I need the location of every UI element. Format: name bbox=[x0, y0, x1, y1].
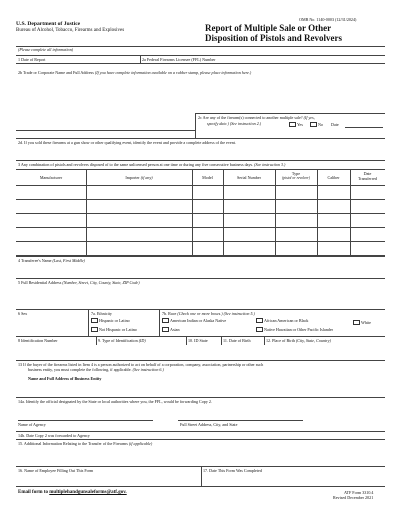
id-state-label[interactable]: 10. ID State bbox=[188, 337, 208, 343]
copy2-date-label[interactable]: 14b. Date Copy 2 was forwarded to Agency bbox=[18, 432, 90, 438]
trade-name-field[interactable] bbox=[18, 70, 251, 75]
gun-show-label[interactable]: 2d. If you sold these firearms at a gun show or other qualifying event, identify the event and provide a complete address of the event. bbox=[18, 139, 236, 145]
table-row-line bbox=[16, 241, 385, 242]
section3-label: 3 Any combination of pistols and revolvers disposed of to the same unlicensed person at one time or during any five consecutive business days. bbox=[18, 161, 254, 167]
rule bbox=[195, 113, 385, 114]
designated-official-label: 14a. Identify the official designated by the State or local authorities where you, the FFL, would be forwarding Copy 2. bbox=[18, 398, 212, 404]
divider bbox=[96, 336, 97, 345]
date-completed-label[interactable]: 17. Date This Form Was Completed bbox=[203, 467, 262, 473]
trade-name-label: 2b Trade or Corporate Name and Full Address bbox=[18, 70, 94, 75]
id-number-label[interactable]: 8 Identification Number bbox=[18, 337, 58, 343]
col-model: Model bbox=[202, 175, 213, 180]
email-link[interactable]: multiplehandgunsaleforms@atf.gov. bbox=[49, 490, 127, 495]
hawaiian-checkbox[interactable] bbox=[256, 327, 263, 332]
rule bbox=[16, 130, 195, 131]
hispanic-checkbox[interactable] bbox=[91, 318, 98, 323]
transferee-name-note: (Last, First Middle) bbox=[52, 258, 85, 263]
residential-address-label: 5 Full Residential Address bbox=[18, 280, 62, 285]
asian-checkbox[interactable] bbox=[162, 327, 169, 332]
id-type-field[interactable] bbox=[98, 338, 146, 343]
no-label: No bbox=[318, 122, 324, 127]
complete-all-note: (Please complete all information) bbox=[18, 46, 74, 52]
place-of-birth-label: 12. Place of Birth bbox=[266, 337, 295, 343]
rule bbox=[16, 256, 385, 257]
additional-info-field[interactable] bbox=[18, 441, 152, 446]
date-of-report-label[interactable]: 1 Date of Report bbox=[18, 56, 46, 62]
divider bbox=[221, 336, 222, 345]
id-type-note: (ID) bbox=[138, 337, 146, 343]
department-name: U.S. Department of Justice bbox=[16, 21, 81, 27]
revision-date: Revised December 2021 bbox=[333, 495, 374, 500]
hawaiian-label: Native Hawaiian or Other Pacific Islander bbox=[264, 327, 333, 332]
col-divider bbox=[317, 169, 318, 255]
col-divider bbox=[192, 169, 193, 255]
divider bbox=[195, 113, 196, 138]
divider bbox=[264, 336, 265, 345]
divider bbox=[140, 55, 141, 63]
sex-label[interactable]: 6 Sex bbox=[18, 311, 28, 316]
section-bottom-rule bbox=[16, 486, 385, 487]
table-header-bottom bbox=[16, 185, 385, 186]
multiple-sale-question: 2c Are any of the firearm(s) connected to another multiple sale? bbox=[198, 115, 303, 120]
col-divider bbox=[86, 169, 87, 255]
table-row-line bbox=[16, 213, 385, 214]
asian-label: Asian bbox=[170, 327, 180, 332]
place-of-birth-note: (City, State, Country) bbox=[295, 337, 331, 343]
table-header-top bbox=[16, 169, 385, 170]
col-importer-note: (if any) bbox=[140, 175, 153, 180]
col-caliber: Caliber bbox=[327, 175, 340, 180]
agency-name-label: Name of Agency bbox=[18, 421, 46, 427]
bureau-name: Bureau of Alcohol, Tobacco, Firearms and Explosives bbox=[16, 28, 125, 33]
multiple-sale-date-input[interactable] bbox=[345, 127, 383, 128]
ethnicity-label: 7a. Ethnicity bbox=[91, 311, 112, 316]
see-instruction-5: (See instruction 5.) bbox=[223, 311, 255, 316]
employee-name-label[interactable]: 16. Name of Employee Filling Out This Form bbox=[18, 467, 94, 473]
transferee-name-field[interactable] bbox=[18, 258, 85, 263]
divider bbox=[88, 309, 89, 336]
divider bbox=[159, 309, 160, 336]
yes-checkbox[interactable] bbox=[289, 122, 296, 127]
race-note: (Check one or more boxes.) bbox=[177, 311, 223, 316]
divider bbox=[186, 336, 187, 345]
col-manufacturer: Manufacturer bbox=[39, 175, 63, 180]
no-checkbox[interactable] bbox=[310, 122, 317, 127]
col-divider bbox=[275, 169, 276, 255]
table-row-line bbox=[16, 199, 385, 200]
hispanic-label: Hispanic or Latino bbox=[99, 318, 130, 323]
not-hispanic-label: Not Hispanic or Latino bbox=[99, 327, 137, 332]
rule bbox=[16, 63, 385, 64]
form-title-line1: Report of Multiple Sale or Other bbox=[205, 23, 332, 33]
business-entity-label[interactable]: Name and Full Address of Business Entity bbox=[28, 376, 102, 381]
col-divider bbox=[223, 169, 224, 255]
table-row-line bbox=[16, 227, 385, 228]
col-type-note: (pistol or revolver) bbox=[282, 176, 310, 180]
col-date-transferred-1: Date bbox=[363, 171, 372, 176]
yes-label: Yes bbox=[297, 122, 303, 127]
ffl-number-label[interactable]: 2a Federal Firearms Licensee (FFL) Number bbox=[142, 56, 216, 62]
section13-line2: business entity, you must complete the following, if applicable. bbox=[28, 366, 132, 372]
date-of-birth-label[interactable]: 11. Date of Birth bbox=[223, 337, 251, 343]
if-yes-note: (If yes, bbox=[303, 115, 315, 120]
not-hispanic-checkbox[interactable] bbox=[91, 327, 98, 332]
see-instruction-2: (See instruction 2.) bbox=[229, 121, 262, 126]
african-american-label: African American or Black bbox=[264, 318, 309, 323]
divider bbox=[201, 466, 202, 486]
section13-line1: 13 If the buyer of the firearms listed in Item 4 is a person authorized to act on behalf of a corporation, company, association, partnership or other such bbox=[18, 361, 264, 367]
place-of-birth-field[interactable] bbox=[266, 338, 331, 343]
additional-info-label: 15. Additional Information Relating to the Transfer of the Firearms bbox=[18, 440, 128, 446]
omb-number: OMB No. 1140-0003 (12/31/2024) bbox=[299, 17, 357, 22]
race-label: 7b. Race bbox=[162, 311, 177, 316]
american-indian-label: American Indian or Alaska Native bbox=[170, 318, 227, 323]
see-instruction-6: (See instruction 6.) bbox=[132, 366, 164, 372]
american-indian-checkbox[interactable] bbox=[162, 318, 169, 323]
residential-address-note: (Number, Street, City, County, State, ZIP Code) bbox=[62, 280, 140, 285]
col-divider bbox=[350, 169, 351, 255]
col-date-transferred-2: Transferred bbox=[358, 176, 377, 181]
african-american-checkbox[interactable] bbox=[256, 318, 263, 323]
email-label: Email form to bbox=[18, 490, 48, 495]
agency-address-label: Full Street Address, City, and State bbox=[180, 421, 238, 427]
rule bbox=[16, 309, 385, 310]
form-number: ATF Form 3310.4 bbox=[344, 490, 374, 495]
transferee-name-label: 4 Transferee's Name bbox=[18, 258, 52, 263]
see-instruction-3: (See instruction 3.) bbox=[254, 161, 286, 167]
rubber-stamp-note: (If you have complete information available on a rubber stamp, please place information here.) bbox=[94, 70, 252, 75]
id-type-label: 9. Type of Identification bbox=[98, 337, 138, 343]
col-type: Type bbox=[291, 171, 301, 176]
residential-address-field[interactable] bbox=[18, 280, 140, 285]
date-label: Date bbox=[331, 122, 339, 127]
additional-info-note: (if applicable) bbox=[128, 440, 153, 446]
white-label: White bbox=[361, 320, 372, 325]
specify-date-note: specify date.) bbox=[207, 121, 229, 126]
form-title-line2: Disposition of Pistols and Revolvers bbox=[205, 33, 343, 43]
col-importer: Importer bbox=[125, 175, 140, 180]
rule bbox=[16, 278, 385, 279]
col-serial-number: Serial Number bbox=[237, 175, 261, 180]
white-checkbox[interactable] bbox=[353, 320, 360, 325]
